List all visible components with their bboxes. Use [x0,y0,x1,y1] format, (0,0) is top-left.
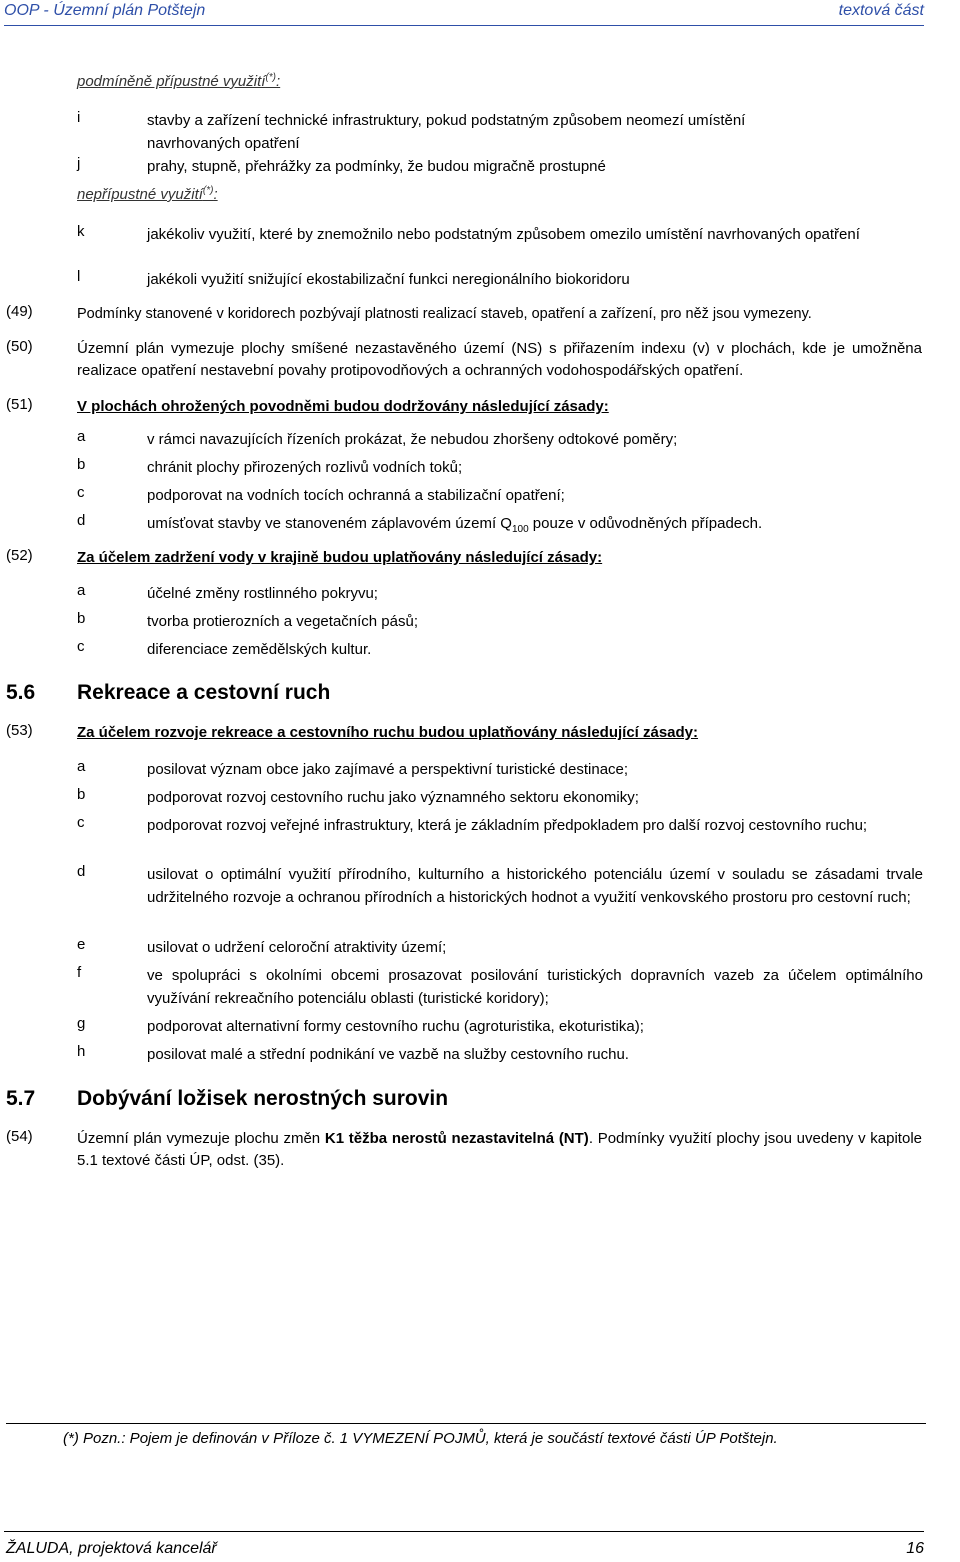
list-letter: b [77,456,86,473]
header-rule [4,25,924,26]
paragraph-51-heading: V plochách ohrožených povodněmi budou dodržovány následující zásady: [77,398,609,415]
footnote-rule [6,1423,926,1424]
paragraph-number: (50) [6,338,33,355]
list-item: jakékoliv využití, které by znemožnilo nebo podstatným způsobem omezilo umístění navrhovaných opatření [147,226,860,243]
list-item: umísťovat stavby ve stanoveném záplavovém území $Q_{100}$ pouze v odůvodněných případech. [147,515,763,535]
footnote: (*) Pozn.: Pojem je definován v Příloze č. 1 VYMEZENÍ POJMŮ, která je součástí textové části ÚP Potštejn. [63,1430,778,1447]
list-item: stavby a zařízení technické infrastruktury, pokud podstatným způsobem neomezí umístění navrhovaných opatření [147,112,746,152]
list-item: posilovat význam obce jako zajímavé a perspektivní turistické destinace; [147,761,629,778]
paragraph-number: (51) [6,396,33,413]
list-letter: a [77,428,86,445]
forbidden-use-title: nepřípustné využití(*): [77,185,218,203]
paragraph-54: Územní plán vymezuje plochu změn K1 těžba nerostů nezastavitelná (NT). Podmínky využití plochy jsou uvedeny v kapitole 5.1 textové části ÚP, odst. (35). [77,1130,922,1169]
list-letter: a [77,582,86,599]
paragraph-number: (52) [6,547,33,564]
list-item: podporovat rozvoj veřejné infrastruktury, která je základním předpokladem pro další rozvoj cestovního ruchu; [147,817,868,834]
list-letter: d [77,863,86,880]
list-item: podporovat rozvoj cestovního ruchu jako významného sektoru ekonomiky; [147,789,639,806]
paragraph-53-heading: Za účelem rozvoje rekreace a cestovního ruchu budou uplatňovány následující zásady: [77,724,699,741]
paragraph-50: Územní plán vymezuje plochy smíšené nezastavěného území (NS) s přiřazením indexu (v) v plochách, kde je umožněna realizace opatření nestavební povahy protipovodňových a ochranných vodohospodářských opatření. [77,340,922,379]
list-item: v rámci navazujících řízeních prokázat, že nebudou zhoršeny odtokové poměry; [147,431,678,448]
list-item: chránit plochy přirozených rozlivů vodních toků; [147,459,463,476]
list-letter: c [77,814,85,831]
paragraph-number: (53) [6,722,33,739]
section-title: Dobývání ložisek nerostných surovin [77,1087,449,1110]
section-number: 5.7 [6,1087,36,1110]
conditional-use-title: podmíněně přípustné využití(*): [77,72,281,90]
list-item: usilovat o optimální využití přírodního, kulturního a historického potenciálu území v souladu se zásadami trvale udržitelného rozvoje a ochranou přírodních a historických hodnot a využití venkovského prostoru pro cestovní ruch; [147,866,923,906]
list-item: účelné změny rostlinného pokryvu; [147,585,378,602]
list-letter: b [77,610,86,627]
list-letter: j [77,155,81,172]
list-item: tvorba protierozních a vegetačních pásů; [147,613,418,630]
list-letter: c [77,484,85,501]
list-letter: c [77,638,85,655]
document-title: OOP - Územní plán Potštejn [4,2,206,19]
list-letter: a [77,758,86,775]
list-letter: i [77,109,81,126]
section-number: 5.6 [6,681,36,704]
paragraph-number: (54) [6,1128,33,1145]
list-letter: f [77,964,82,981]
list-letter: e [77,936,86,953]
list-item: podporovat na vodních tocích ochranná a stabilizační opatření; [147,487,565,504]
paragraph-52-heading: Za účelem zadržení vody v krajině budou uplatňovány následující zásady: [77,549,603,566]
footer-rule [4,1531,924,1532]
list-item: usilovat o udržení celoroční atraktivity území; [147,939,447,956]
list-item: jakékoli využití snižující ekostabilizační funkci neregionálního biokoridoru [147,271,630,288]
list-letter: k [77,223,85,240]
paragraph-number: (49) [6,303,33,320]
footer-company: ŽALUDA, projektová kancelář [6,1540,217,1557]
document-section: textová část [838,2,924,19]
page-number: 16 [906,1540,924,1557]
paragraph-49: Podmínky stanovené v koridorech pozbývají platnosti realizací staveb, opatření a zařízení, pro něž jsou vymezeny. [77,306,812,322]
list-item: posilovat malé a střední podnikání ve vazbě na služby cestovního ruchu. [147,1046,629,1063]
list-item: prahy, stupně, přehrážky za podmínky, že budou migračně prostupné [147,158,606,175]
list-letter: l [77,268,81,285]
list-letter: g [77,1015,86,1032]
list-letter: b [77,786,86,803]
list-letter: h [77,1043,86,1060]
list-item: podporovat alternativní formy cestovního ruchu (agroturistika, ekoturistika); [147,1018,644,1035]
list-item: ve spolupráci s okolními obcemi prosazovat posilování turistických dopravních vazeb za účelem optimálního využívání rekreačního potenciálu oblasti (turistické koridory); [147,967,923,1007]
list-letter: d [77,512,86,529]
page-header [4,0,924,25]
section-title: Rekreace a cestovní ruch [77,681,331,704]
list-item: diferenciace zemědělských kultur. [147,641,372,658]
